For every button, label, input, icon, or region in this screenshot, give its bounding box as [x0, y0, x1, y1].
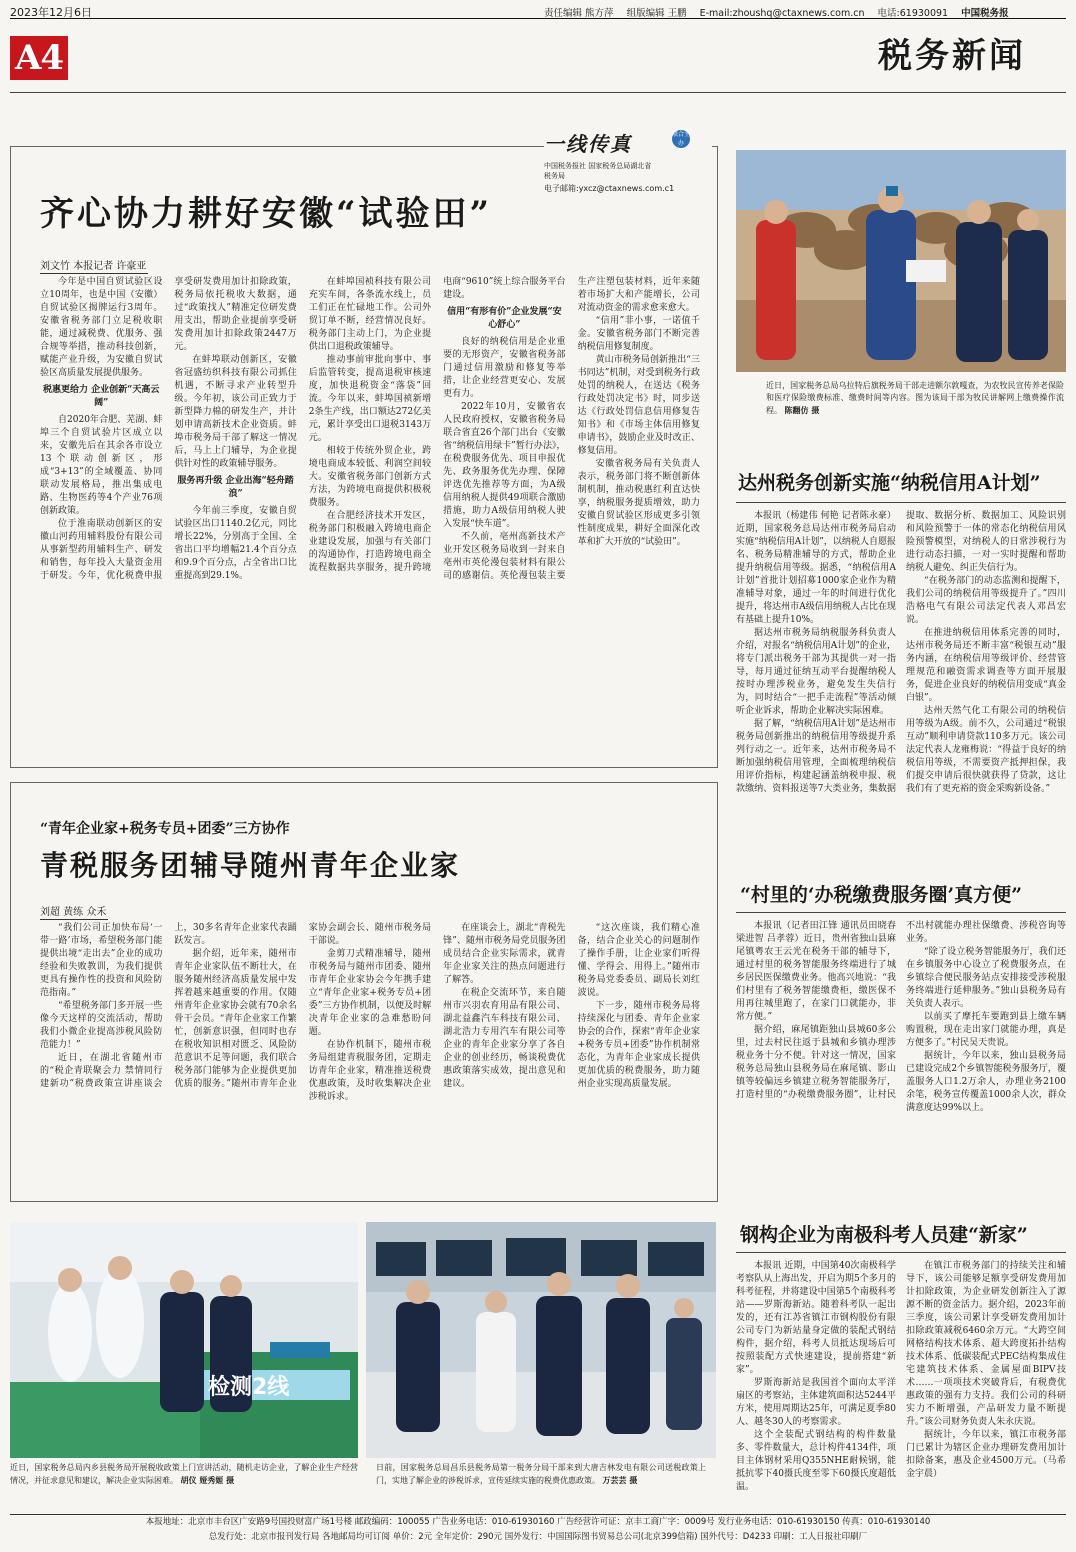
column-tag-org: 中国税务报社 国家税务总局湖北省税务局 [544, 162, 652, 180]
article2-rule [736, 502, 1066, 503]
article1-subhead: 信用“有形有价”企业发展“安心舒心” [447, 307, 562, 330]
email-label: E-mail:zhoushq@ctaxnews.com.cn [699, 8, 865, 19]
photo1-caption [766, 380, 1064, 417]
photo2-credit: 胡仪 娅秀姬 摄 [180, 1475, 235, 1485]
paragraph: 相较于传统外贸企业，跨境电商成本较低、利润空间较大。安徽省税务部门创新方式方法，为跨境电商提供积极税费服务。 [308, 446, 432, 508]
paragraph: 自2020年合肥、芜湖、蚌埠三个自贸试验片区成立以来，安徽先后在其余各市设立13个联动创新区，形成“3+13”的全域覆盖、协同联动发展格局，推出集成电路、生物医药等4个产业76项创新政策。 [40, 415, 163, 516]
article1-body [40, 276, 700, 756]
paragraph: 良好的纳税信用是企业重要的无形资产，安徽省税务部门通过信用激励和修复等举措，让企业经营更安心、发展更有力。 [443, 337, 566, 399]
paragraph: 今年前三季度，安徽自贸试验区出口1140.2亿元，同比增长22%，分别高于全国、全省出口平均增幅21.4个百分点和9.9个百分点，占全省出口比重提高到29.1%。 [174, 506, 297, 581]
paragraph: 据统计，今年以来，独山县税务局已建设完成2个乡镇智能税务服务厅，覆盖服务人口1.2万余人，办理业务2100余笔，税务宣传覆盖1000余人次，群众满意度达99%以上。 [906, 1051, 1066, 1113]
page-number: A4 [10, 36, 68, 80]
paragraph: 今年是中国自贸试验区设立10周年，也是中国（安徽）自贸试验区揭牌运行3周年。安徽省税务部门立足税收职能，通过减税费、优服务、强合规等举措，推动科技创新，赋能产业升级，为安徽自贸试验区高质量发展提供服务。 [40, 277, 163, 378]
paragraph: 据统计，今年以来，镇江市税务部门已累计为辖区企业办理研发费用加计扣除备案，惠及企业4500万元。（马希 金宇晨） [906, 1430, 1066, 1479]
paragraph: 安徽省税务局有关负责人表示，税务部门将不断创新体制机制，推动税惠红利直达快享，纳税服务提质增效，助力安徽自贸试验区形成更多引领性制度成果，耕好全面深化改革和扩大开放的“试验田”。 [577, 459, 700, 547]
paragraph: 据达州市税务局纳税服务科负责人介绍，对报名“纳税信用A计划”的企业，将专门派出税务干部为其提供一对一指导，每月通过征纳互动平台提醒纳税人按时办理涉税业务，避免发生失信行为，同时结合“一把手走流程”等活动倾听企业诉求，帮助企业解决实际困难。 [736, 628, 896, 716]
paragraph: 这个全装配式钢结构的构件数量多、零件数量大，总计构件4134件，项目主体钢材采用Q355NHE耐候钢，能抵抗零下40摄氏度至零下60摄氏度超低温。 [736, 1430, 896, 1492]
paragraph: 在蚌埠国祯科技有限公司充实车间，各条流水线上，员工们正在忙碌地工作。公司外贸订单不断，经营情况良好。税务部门主动上门，为企业提供出口退税政策辅导。 [308, 277, 432, 352]
article1-title: 齐心协力耕好安徽“试验田” [40, 194, 493, 234]
photo1-caption-text: 近日，国家税务总局乌拉特后旗税务局干部走进额尔敦嘎查，为农牧民宣传养老保险和医疗保险缴费标准、缴费时间等内容。图为该局干部为牧民讲解网上缴费操作流程。 [766, 381, 1064, 415]
paragraph: 在蚌埠联动创新区，安徽省冠盛纺织科技有限公司抓住机遇，不断寻求产业转型升级。今年初，该公司正致力于新型降力棉的研发生产，并计划申请高新技术企业资质。蚌埠市税务局干部了解这一情况后，马上上门辅导，为企业提供针对性的政策辅导服务。 [174, 355, 297, 469]
article1-subhead: 税惠更给力 企业创新“天高云阔” [43, 385, 160, 408]
header-divider [10, 92, 1066, 93]
article1-subhead: 服务再升级 企业出海“轻舟踏浪” [177, 476, 294, 499]
camel-photo [736, 150, 1066, 372]
paragraph: “这次座谈，我们精心准备，结合企业关心的问题制作了操作手册，让企业家们听得懂、学得会、用得上。”随州市税务局党委委员、副局长刘红波说。 [577, 923, 700, 998]
issue-date: 2023年12月6日 [10, 6, 92, 19]
article5-title: 钢构企业为南极科考人员建“新家” [740, 1224, 1028, 1246]
article5-body [736, 1260, 1066, 1506]
paragraph: “希望税务部门多开展一些像今天这样的交流活动，帮助我们小微企业提高涉税风险防范能力！” [40, 1001, 163, 1050]
footer-line-1: 本报地址：北京市丰台区广安路9号国投财富广场1号楼 邮政编码：100055 广告业务电话：010-61930160 广告经营许可证：京丰工商广字：0009号 发行业务电话：010-61930150 传真：010-61930140 [145, 1517, 931, 1527]
section-title: 税务新闻 [878, 36, 1026, 76]
paragraph: 本报讯 近期，中国第40次南极科学考察队从上海出发，开启为期5个多月的科考征程，并将建设中国第5个南极科考站——罗斯海新站。随着科考队一起出发的，还有江苏省镇江市钢构股份有限公司专门为新站量身定做的装配式钢结构件，据介绍，科考人员抵达现场后可按照装配方式快速建设，提前搭建“新家”。 [736, 1261, 896, 1375]
paragraph: 据介绍，近年来，随州市青年企业家队伍不断壮大，在服务随州经济高质量发展中发挥着越来越重要的作用。仅随州青年企业家协会就有70余名骨干会员。“青年企业家工作繁忙，创新意识强，但同时也存在税收知识相对匮乏、风险防范意识不足等问题，我们联合税务部门能够为企业提供更加优质的服务。”随州市青年企业家协会副会长、随州市税务局干部说。 [174, 923, 432, 1089]
paragraph: 据了解，“纳税信用A计划”是达州市税务局创新推出的纳税信用等级提升系列行动之一。近年来，达州市税务局不断加强纳税信用管理，全面梳理纳税信用评价指标，构建起涵盖纳税申报、税款缴纳、资料报送等7大类业务，集数据提取、数据分析、数据加工、风险识别和风险预警于一体的常态化纳税信用风险预警模型，对纳税人的日常涉税行为进行动态扫描，一对一实时提醒和帮助纳税人避免、纠正失信行为。 [736, 511, 1066, 794]
paragraph: “在税务部门的动态监测和提醒下，我们公司的纳税信用等级提升了。”四川浩格电气有限公司法定代表人邓昌宏说。 [906, 576, 1066, 625]
photo3-caption-text: 日前，国家税务总局昌乐县税务局第一税务分局干部来到大唐吉林发电有限公司送税政策上门，实地了解企业的涉税诉求，宣传延续实施的税费优惠政策。 [376, 1463, 706, 1485]
article3-kicker: “青年企业家+税务专员+团委”三方协作 [40, 821, 290, 837]
article4-body [736, 920, 1066, 1190]
article5-rule [736, 1252, 1066, 1253]
paragraph: 据介绍，麻尾镇距独山县城60多公里，过去村民往返于县城和乡镇办理涉税业务十分不便。针对这一情况，国家税务总局独山县税务局在麻尾镇、影山镇等较偏远乡镇建立税务智能服务厅，打造村里的“办税缴费服务圈”，让村民不出村就能办理社保缴费、涉税咨询等业务。 [736, 921, 1066, 1100]
article3-byline: 刘超 黄练 众禾 [40, 903, 108, 920]
paragraph: “信用”非小事，一诺值千金。安徽省税务部门不断完善纳税信用修复制度。 [577, 316, 700, 352]
column-tag [544, 128, 712, 193]
column-tag-email: 电子邮箱:yxcz@ctaxnews.com.c1 [544, 184, 675, 193]
footer [10, 1514, 1066, 1545]
article2-body [736, 510, 1066, 850]
article4-title: “村里的‘办税缴费服务圈’真方便” [740, 884, 1023, 906]
paragraph: 在合肥经济技术开发区，税务部门积极融入跨境电商企业建设发展，加强与有关部门的沟通协作，打造跨境电商全流程数据共享服务，提升跨境电商“9610”统上综合服务平台建设。 [308, 277, 566, 573]
article2-title: 达州税务创新实施“纳税信用A计划” [738, 472, 1041, 494]
article3-title: 青税服务团辅导随州青年企业家 [40, 849, 461, 882]
paragraph: “我们公司正加快布局‘一带一路’市场，希望税务部门能提供出境“走出去”企业的成功经验和失败教训，为我们提供更具有操作性的投资和风险防范指南。” [40, 923, 163, 998]
paragraph: 2022年10月，安徽省农人民政府授权，安徽省税务局联合省直26个部门出台《安徽省“纳税信用绿卡”暂行办法》，在税费服务优先、项目申报优先、政务服务优先办理、保障评选优先推荐等方面，为A级信用纳税人提供49项联合激励措施，助力A级信用纳税人驶入发展“快车道”。 [443, 402, 566, 529]
control-room-photo [366, 1222, 716, 1458]
photo2-caption-text: 近日，国家税务总局内乡县税务局开展税收政策上门宣讲活动，随机走访企业，了解企业生产经营情况，并征求意见和建议，解决企业实际困难。 [10, 1463, 358, 1485]
article4-rule [736, 912, 1066, 913]
paragraph: 达州天然气化工有限公司的纳税信用等级为A级。前不久，公司通过“税银互动”顺利申请贷款110多万元。该公司法定代表人龙雍梅说：“得益于良好的纳税信用等级，不需要资产抵押担保，我们提交申请后很快就获得了贷款，这让我们有了更充裕的资金采购新设备。” [906, 706, 1066, 794]
editor-label: 责任编辑 熊方萍 [544, 8, 614, 19]
paragraph: 黄山市税务局创新推出“三书同达”机制，对受到税务行政处罚的纳税人，在送达《税务行政处罚决定书》时，同步送达《行政处罚信息信用修复告知书》和《市场主体信用修复申请书》，鼓励企业及时改正、修复信用。 [577, 355, 700, 456]
factory-photo [10, 1222, 358, 1458]
paragraph: 不久前，亳州高新技术产业开发区税务局收到一封来自亳州市英伦漫包装材料有限公司的感谢信。英伦漫包装主要生产注塑包装材料，近年来随着市场扩大和产能增长，公司对流动资金的需求愈来愈大。 [443, 277, 700, 581]
header-meta [544, 5, 1009, 19]
paragraph: “除了设立税务智能服务厅，我们还在乡镇服务中心设立了税费服务点，在乡镇综合便民服务站点安排接受涉税服务终端进行延伸服务。”独山县税务局有关负责人表示。 [906, 947, 1066, 1009]
column-tag-name: 一线传真 [544, 132, 632, 156]
paragraph: 下一步，随州市税务局将持续深化与团委、青年企业家协会的合作，探索“青年企业家+税务专员+团委”协作机制常态化，为青年企业家成长提供更加优质的税费服务，助力随州企业实现高质量发展。 [577, 1001, 700, 1089]
layout-editor-label: 组版编辑 王鹏 [626, 8, 687, 19]
paper-name: 中国税务报 [961, 8, 1009, 19]
paragraph: 在税企交流环节，来自随州市兴羽农育用品有限公司、湖北益鑫汽车科技有限公司、湖北浩力专用汽车有限公司等企业的青年企业家分享了各自企业的创业经历，畅谈税费优惠政策落实成效，提出意见和建议。 [443, 988, 566, 1089]
line-sign: 检测2线 [208, 1375, 290, 1400]
phone-label: 电话:61930091 [877, 8, 949, 19]
paragraph: 在镇江市税务部门的持续关注和辅导下，该公司能够足额享受研发费用加计扣除政策，为企业研发创新注入了源源不断的资金活力。据介绍，2023年前三季度，该公司累计享受研发费用加计扣除政策减税6460余万元。“大跨空间网格结构技术体系、超大跨度拓扑结构技术体系、低碳装配式PEC结构集成住宅建筑技术体系、金属屋面BIPV技术……一项项技术突破背后，有税费优惠政策的强有力支持。我们公司的科研实力不断增强，产品研发力量不断提升。”该公司财务负责人朱永庆说。 [906, 1261, 1066, 1427]
paragraph: 在座谈会上，湖北“青税先锋”、随州市税务局党员服务团成员结合企业实际需求，就青年企业家关注的热点问题进行了解答。 [443, 923, 566, 985]
article1-byline: 刘文竹 本报记者 许豪亚 [40, 257, 148, 274]
paragraph: 在协作机制下，随州市税务局组建青税服务团，定期走访青年企业家，精准推送税费优惠政策，及时收集解决企业涉税诉求。 [308, 1040, 432, 1102]
paragraph: 本报讯（杨建伟 何艳 记者陈永豪）近期，国家税务总局达州市税务局启动实施“纳税信用A计划”，以纳税人自愿报名、税务局精准辅导的方式，帮助企业提升纳税信用等级。据悉，“纳税信用A计划”首批计划招募1000家企业作为精准辅导对象，通过一年的时间进行优化提升，将达州市A级信用纳税人占比在现有基础上提升10%。 [736, 511, 896, 625]
paragraph: 近日，在湖北省随州市的“税企青联聚会力 禁情同行建新功”税费政策宣讲座谈会上，30多名青年企业家代表踊跃发言。 [40, 923, 297, 1089]
paragraph: 位于淮南联动创新区的安徽山河药用辅料股份有限公司从事新型药用辅料生产、研发和销售，每年投入大量资金用于研发。今年，优化税费申报享受研发费用加计扣除政策，税务局依托税收大数据，通过“政策找人”精准定位研发费用支出，帮助企业提前享受研发费用加计扣除政策2447万元。 [40, 277, 297, 581]
paragraph: 以前买了摩托车要跑到县上缴车辆购置税，现在走出家门就能办理，真是方便多了。”村民吴天贵说。 [906, 1012, 1066, 1048]
paragraph: 推动事前审批向事中、事后监管转变，提高退税审核速度，加快退税资金“落袋”回流。今年以来，蚌埠国祯新增2条生产线，出口额达272亿美元，累计享受出口退税3143万元。 [308, 355, 432, 443]
photo1-credit: 陈翻仿 摄 [784, 405, 820, 415]
paragraph: 在推进纳税信用体系完善的同时，达州市税务局还不断丰富“税银互动”服务内涵，在纳税信用等级评价、经营管理规范和融资需求调查等方面开展服务，促进企业良好的纳税信用变成“真金白银”。 [906, 628, 1066, 703]
footer-line-2: 总发行处：北京市报刊发行局 各地邮局均可订阅 单价：2元 全年定价：290元 国外发行：中国国际图书贸易总公司(北京399信箱) 国外代号：D4233 印刷：工人日报社印刷厂 [208, 1532, 868, 1542]
paragraph: 本报讯（记者田江锋 通讯员田晓春 梁进智 吕孝蓉）近日，贵州省独山县麻尾镇粤农王云光在税务干部的辅导下，通过村里的税务智能服务终端进行了城乡居民医保缴费业务。他高兴地说：“我们村里有了税务智能缴费柜，缴医保不用再往城里跑了，在家门口就能办，非常方便。” [736, 921, 896, 1022]
photo2-caption [10, 1462, 358, 1487]
paragraph: 罗斯海新站是我国首个面向太平洋扇区的考察站，主体建筑面积达5244平方米，使用周期达25年，可满足夏季80人、越冬30人的考察需求。 [736, 1378, 896, 1427]
paragraph: 金剪刀式精准辅导，随州市税务局与随州市团委、随州市青年企业家协会今年携手建立“青年企业家+税务专员+团委”三方协作机制，以便及时解决青年企业家的急难愁盼问题。 [308, 949, 432, 1037]
photo3-credit: 万芸芸 摄 [602, 1475, 638, 1485]
photo3-caption [376, 1462, 706, 1487]
article3-body [40, 922, 700, 1192]
column-tag-badge: 联合主办 [672, 131, 691, 147]
